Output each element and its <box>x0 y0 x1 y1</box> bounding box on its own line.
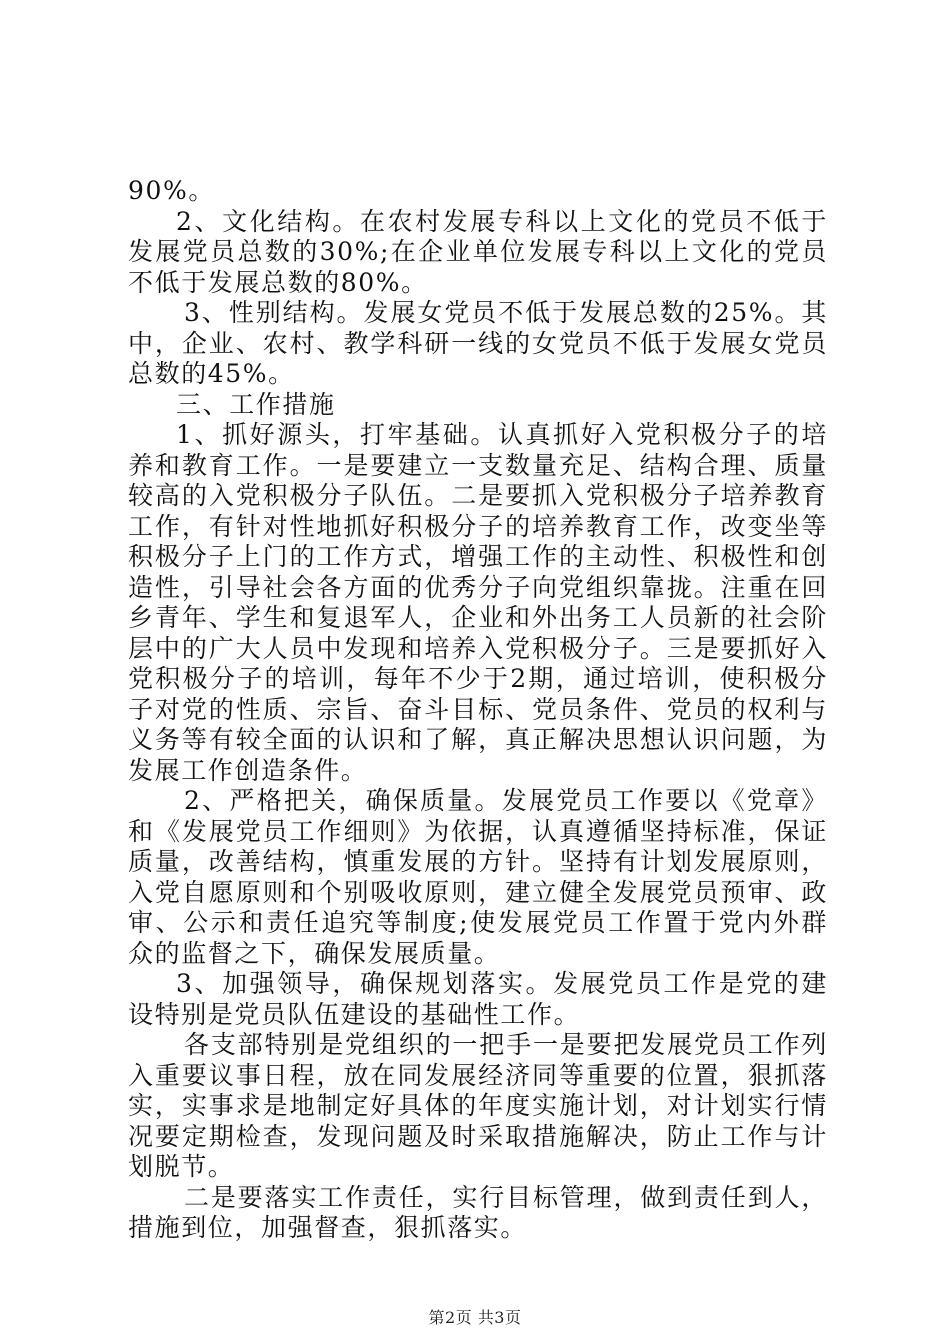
paragraph-continuation: 90%。 <box>128 176 215 205</box>
paragraph-measure-3: 3、加强领导，确保规划落实。发展党员工作是党的建设特别是党员队伍建设的基础性工作。 <box>128 969 828 1029</box>
paragraph-measure-1: 1、抓好源头，打牢基础。认真抓好入党积极分子的培养和教育工作。一是要建立一支数量充足、结构合理、质量较高的入党积极分子队伍。二是要抓入党积极分子培养教育工作，有针对性地抓好积极分子的培养教育工作，改变坐等积极分子上门的工作方式，增强工作的主动性、积极性和创造性，引导社会各方面的优秀分子向党组织靠拢。注重在回乡青年、学生和复退军人，企业和外出务工人员新的社会阶层中的广大人员中发现和培养入党积极分子。三是要抓好入党积极分子的培训，每年不少于2期，通过培训，使积极分子对党的性质、宗旨、奋斗目标、党员条件、党员的权利与义务等有较全面的认识和了解，真正解决思想认识问题，为发展工作创造条件。 <box>128 420 828 785</box>
paragraph-gender-structure: 3、性别结构。发展女党员不低于发展总数的25%。其中，企业、农村、教学科研一线的女党员不低于发展女党员总数的45%。 <box>128 298 828 388</box>
section-heading-measures: 三、工作措施 <box>176 389 336 419</box>
document-body <box>128 176 828 1244</box>
paragraph-education-structure: 2、文化结构。在农村发展专科以上文化的党员不低于发展党员总数的30%;在企业单位发展专科以上文化的党员不低于发展总数的80%。 <box>128 206 828 297</box>
paragraph-responsibility: 二是要落实工作责任，实行目标管理，做到责任到人，措施到位，加强督查，狠抓落实。 <box>128 1182 828 1242</box>
paragraph-branch-duty: 各支部特别是党组织的一把手一是要把发展党员工作列入重要议事日程，放在同发展经济同等重要的位置，狠抓落实，实事求是地制定好具体的年度实施计划，对计划实行情况要定期检查，发现问题及时采取措施解决，防止工作与计划脱节。 <box>128 1030 828 1181</box>
page-number-footer: 第2页 共3页 <box>428 1308 522 1327</box>
paragraph-measure-2: 2、严格把关，确保质量。发展党员工作要以《党章》和《发展党员工作细则》为依据，认真遵循坚持标准，保证质量，改善结构，慎重发展的方针。坚持有计划发展原则，入党自愿原则和个别吸收原则，建立健全发展党员预审、政审、公示和责任追究等制度;使发展党员工作置于党内外群众的监督之下，确保发展质量。 <box>128 786 828 968</box>
